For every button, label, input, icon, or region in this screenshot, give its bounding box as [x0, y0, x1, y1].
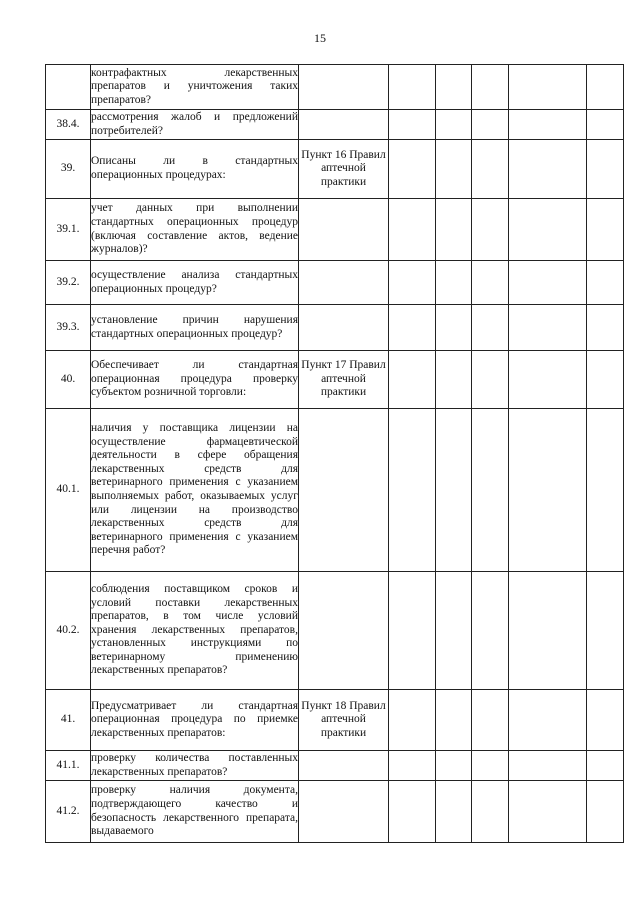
question-text: рассмотрения жалоб и предложений потребителей?: [91, 110, 299, 140]
requirement-reference: [299, 110, 389, 140]
item-number: 39.1.: [46, 199, 91, 261]
note-cell[interactable]: [509, 351, 587, 409]
requirement-reference: [299, 305, 389, 351]
answer-no-cell[interactable]: [436, 409, 472, 572]
note-cell[interactable]: [509, 261, 587, 305]
extra-cell[interactable]: [587, 305, 624, 351]
table-row: [46, 140, 624, 199]
requirement-reference: [299, 781, 389, 843]
answer-na-cell[interactable]: [472, 199, 509, 261]
answer-yes-cell[interactable]: [389, 110, 436, 140]
table-row: [46, 781, 624, 843]
answer-no-cell[interactable]: [436, 751, 472, 781]
answer-na-cell[interactable]: [472, 751, 509, 781]
extra-cell[interactable]: [587, 781, 624, 843]
note-cell[interactable]: [509, 409, 587, 572]
item-number: 39.3.: [46, 305, 91, 351]
table-row: [46, 351, 624, 409]
answer-no-cell[interactable]: [436, 261, 472, 305]
item-number: 40.: [46, 351, 91, 409]
extra-cell[interactable]: [587, 572, 624, 690]
answer-na-cell[interactable]: [472, 351, 509, 409]
extra-cell[interactable]: [587, 140, 624, 199]
extra-cell[interactable]: [587, 261, 624, 305]
question-text: установление причин нарушения стандартных операционных процедур?: [91, 305, 299, 351]
note-cell[interactable]: [509, 65, 587, 110]
checklist-table: [45, 64, 624, 843]
requirement-reference: [299, 751, 389, 781]
extra-cell[interactable]: [587, 110, 624, 140]
answer-no-cell[interactable]: [436, 690, 472, 751]
table-row: [46, 199, 624, 261]
question-text: Обеспечивает ли стандартная операционная процедура проверку субъектом розничной торговли:: [91, 351, 299, 409]
note-cell[interactable]: [509, 110, 587, 140]
table-row: [46, 751, 624, 781]
requirement-reference: [299, 409, 389, 572]
table-row: [46, 261, 624, 305]
answer-yes-cell[interactable]: [389, 199, 436, 261]
answer-na-cell[interactable]: [472, 690, 509, 751]
item-number: 38.4.: [46, 110, 91, 140]
table-row: [46, 305, 624, 351]
note-cell[interactable]: [509, 199, 587, 261]
question-text: проверку количества поставленных лекарственных препаратов?: [91, 751, 299, 781]
answer-no-cell[interactable]: [436, 781, 472, 843]
answer-na-cell[interactable]: [472, 65, 509, 110]
item-number: 40.2.: [46, 572, 91, 690]
answer-no-cell[interactable]: [436, 140, 472, 199]
item-number: 41.2.: [46, 781, 91, 843]
table-row: [46, 409, 624, 572]
answer-no-cell[interactable]: [436, 305, 472, 351]
requirement-reference: [299, 199, 389, 261]
answer-na-cell[interactable]: [472, 305, 509, 351]
checklist-rows: [46, 65, 624, 843]
note-cell[interactable]: [509, 140, 587, 199]
requirement-reference: Пункт 17 Правил аптечной практики: [299, 351, 389, 409]
answer-yes-cell[interactable]: [389, 409, 436, 572]
requirement-reference: Пункт 16 Правил аптечной практики: [299, 140, 389, 199]
answer-yes-cell[interactable]: [389, 140, 436, 199]
answer-no-cell[interactable]: [436, 110, 472, 140]
question-text: контрафактных лекарственных препаратов и уничтожения таких препаратов?: [91, 65, 299, 110]
answer-na-cell[interactable]: [472, 261, 509, 305]
answer-na-cell[interactable]: [472, 110, 509, 140]
requirement-reference: [299, 261, 389, 305]
answer-na-cell[interactable]: [472, 572, 509, 690]
answer-na-cell[interactable]: [472, 781, 509, 843]
table-row: [46, 572, 624, 690]
requirement-reference: Пункт 18 Правил аптечной практики: [299, 690, 389, 751]
page-number: 15: [314, 31, 326, 45]
answer-na-cell[interactable]: [472, 140, 509, 199]
note-cell[interactable]: [509, 572, 587, 690]
question-text: проверку наличия документа, подтверждающего качество и безопасность лекарственного препарата, выдаваемого: [91, 781, 299, 843]
question-text: учет данных при выполнении стандартных операционных процедур (включая составление актов, ведение журналов)?: [91, 199, 299, 261]
note-cell[interactable]: [509, 751, 587, 781]
extra-cell[interactable]: [587, 690, 624, 751]
item-number: 39.: [46, 140, 91, 199]
answer-yes-cell[interactable]: [389, 305, 436, 351]
table-row: [46, 110, 624, 140]
answer-no-cell[interactable]: [436, 572, 472, 690]
answer-yes-cell[interactable]: [389, 572, 436, 690]
question-text: осуществление анализа стандартных операционных процедур?: [91, 261, 299, 305]
table-row: [46, 690, 624, 751]
question-text: соблюдения поставщиком сроков и условий поставки лекарственных препаратов, в том числе условий хранения лекарственных препаратов, установленных инструкциями по ветеринарному применению лекарственных препаратов?: [91, 572, 299, 690]
answer-yes-cell[interactable]: [389, 351, 436, 409]
extra-cell[interactable]: [587, 409, 624, 572]
item-number: 39.2.: [46, 261, 91, 305]
answer-yes-cell[interactable]: [389, 261, 436, 305]
note-cell[interactable]: [509, 690, 587, 751]
extra-cell[interactable]: [587, 199, 624, 261]
item-number: [46, 65, 91, 110]
extra-cell[interactable]: [587, 351, 624, 409]
note-cell[interactable]: [509, 781, 587, 843]
answer-yes-cell[interactable]: [389, 751, 436, 781]
question-text: наличия у поставщика лицензии на осуществление фармацевтической деятельности в сфере обращения лекарственных средств для ветеринарного применения с указанием выполняемых работ, оказываемых услуг или лицензии на производство лекарственных средств для ветеринарного применения с указанием перечня работ?: [91, 409, 299, 572]
answer-no-cell[interactable]: [436, 199, 472, 261]
answer-yes-cell[interactable]: [389, 690, 436, 751]
item-number: 40.1.: [46, 409, 91, 572]
note-cell[interactable]: [509, 305, 587, 351]
extra-cell[interactable]: [587, 65, 624, 110]
item-number: 41.1.: [46, 751, 91, 781]
answer-yes-cell[interactable]: [389, 781, 436, 843]
question-text: Описаны ли в стандартных операционных процедурах:: [91, 140, 299, 199]
answer-yes-cell[interactable]: [389, 65, 436, 110]
table-row: [46, 65, 624, 110]
answer-na-cell[interactable]: [472, 409, 509, 572]
requirement-reference: [299, 572, 389, 690]
answer-no-cell[interactable]: [436, 351, 472, 409]
extra-cell[interactable]: [587, 751, 624, 781]
question-text: Предусматривает ли стандартная операционная процедура по приемке лекарственных препаратов:: [91, 690, 299, 751]
answer-no-cell[interactable]: [436, 65, 472, 110]
requirement-reference: [299, 65, 389, 110]
item-number: 41.: [46, 690, 91, 751]
